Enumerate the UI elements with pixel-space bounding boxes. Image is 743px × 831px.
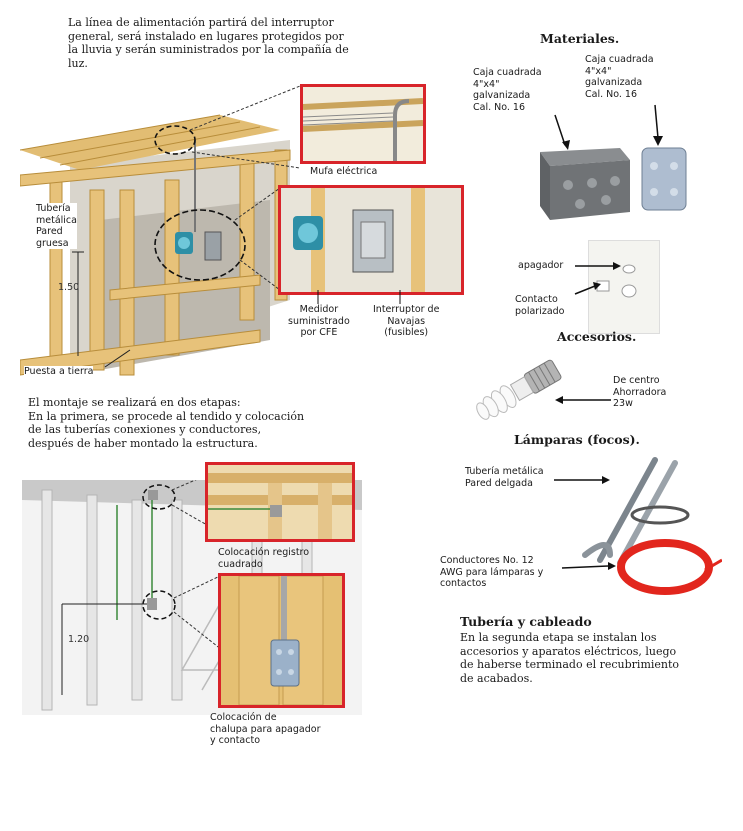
materiales-title: Materiales. bbox=[540, 31, 620, 46]
chalupa-detail-box bbox=[218, 573, 345, 708]
mufa-label: Mufa eléctrica bbox=[310, 166, 378, 177]
boxes-illustration bbox=[520, 100, 700, 225]
caja2-label: Caja cuadrada 4"x4" galvanizada Cal. No. 16 bbox=[585, 54, 654, 100]
lampara-arrow bbox=[553, 392, 613, 408]
intro-paragraph: La línea de alimentación partirá del interruptor general, será instalado en lugares protegidos por la lluvia y serán suministrados por la compañía de luz. bbox=[68, 16, 349, 70]
tuberia-gruesa-label: Tubería metálica Pared gruesa bbox=[36, 203, 77, 249]
tuberia-delgada-label: Tubería metálica Pared delgada bbox=[465, 466, 544, 489]
mufa-detail-box bbox=[300, 84, 426, 164]
conductores-label: Conductores No. 12 AWG para lámparas y contactos bbox=[440, 555, 544, 589]
cableado-title: Tubería y cableado bbox=[460, 614, 592, 629]
tuberia-arrow bbox=[552, 470, 612, 490]
apagador-label: apagador bbox=[518, 260, 564, 271]
cfl-bulb-icon bbox=[470, 348, 580, 428]
interruptor-label: Interruptor de Navajas (fusibles) bbox=[373, 304, 440, 338]
montaje-paragraph: El montaje se realizará en dos etapas: En la primera, se procede al tendido y colocación de las tuberías conexiones y conductores, después de haber montado la estructura. bbox=[28, 396, 305, 450]
chalupa-label: Colocación de chalupa para apagador y contacto bbox=[210, 712, 321, 746]
cableado-paragraph: En la segunda etapa se instalan los accesorios y aparatos eléctricos, luego de haberse terminado el recubrimiento de acabados. bbox=[460, 631, 680, 685]
registro-detail-box bbox=[205, 462, 355, 542]
height-150-label: 1.50 bbox=[58, 282, 80, 293]
meter-leaders bbox=[300, 290, 420, 310]
accesorios-title: Accesorios. bbox=[557, 329, 637, 344]
meter-detail-box bbox=[278, 185, 464, 295]
lampara-label: De centro Ahorradora 23w bbox=[613, 375, 667, 409]
conductores-arrow bbox=[560, 556, 620, 576]
caja1-label: Caja cuadrada 4"x4" galvanizada Cal. No. 16 bbox=[473, 67, 542, 113]
accesorios-arrows bbox=[573, 258, 633, 303]
lamparas-title: Lámparas (focos). bbox=[514, 432, 640, 447]
tierra-label: Puesta a tierra bbox=[24, 366, 94, 377]
contacto-label: Contacto polarizado bbox=[515, 294, 565, 317]
registro-label: Colocación registro cuadrado bbox=[218, 547, 310, 570]
medidor-label: Medidor suministrado por CFE bbox=[288, 304, 350, 338]
height-120-label: 1.20 bbox=[68, 634, 90, 645]
